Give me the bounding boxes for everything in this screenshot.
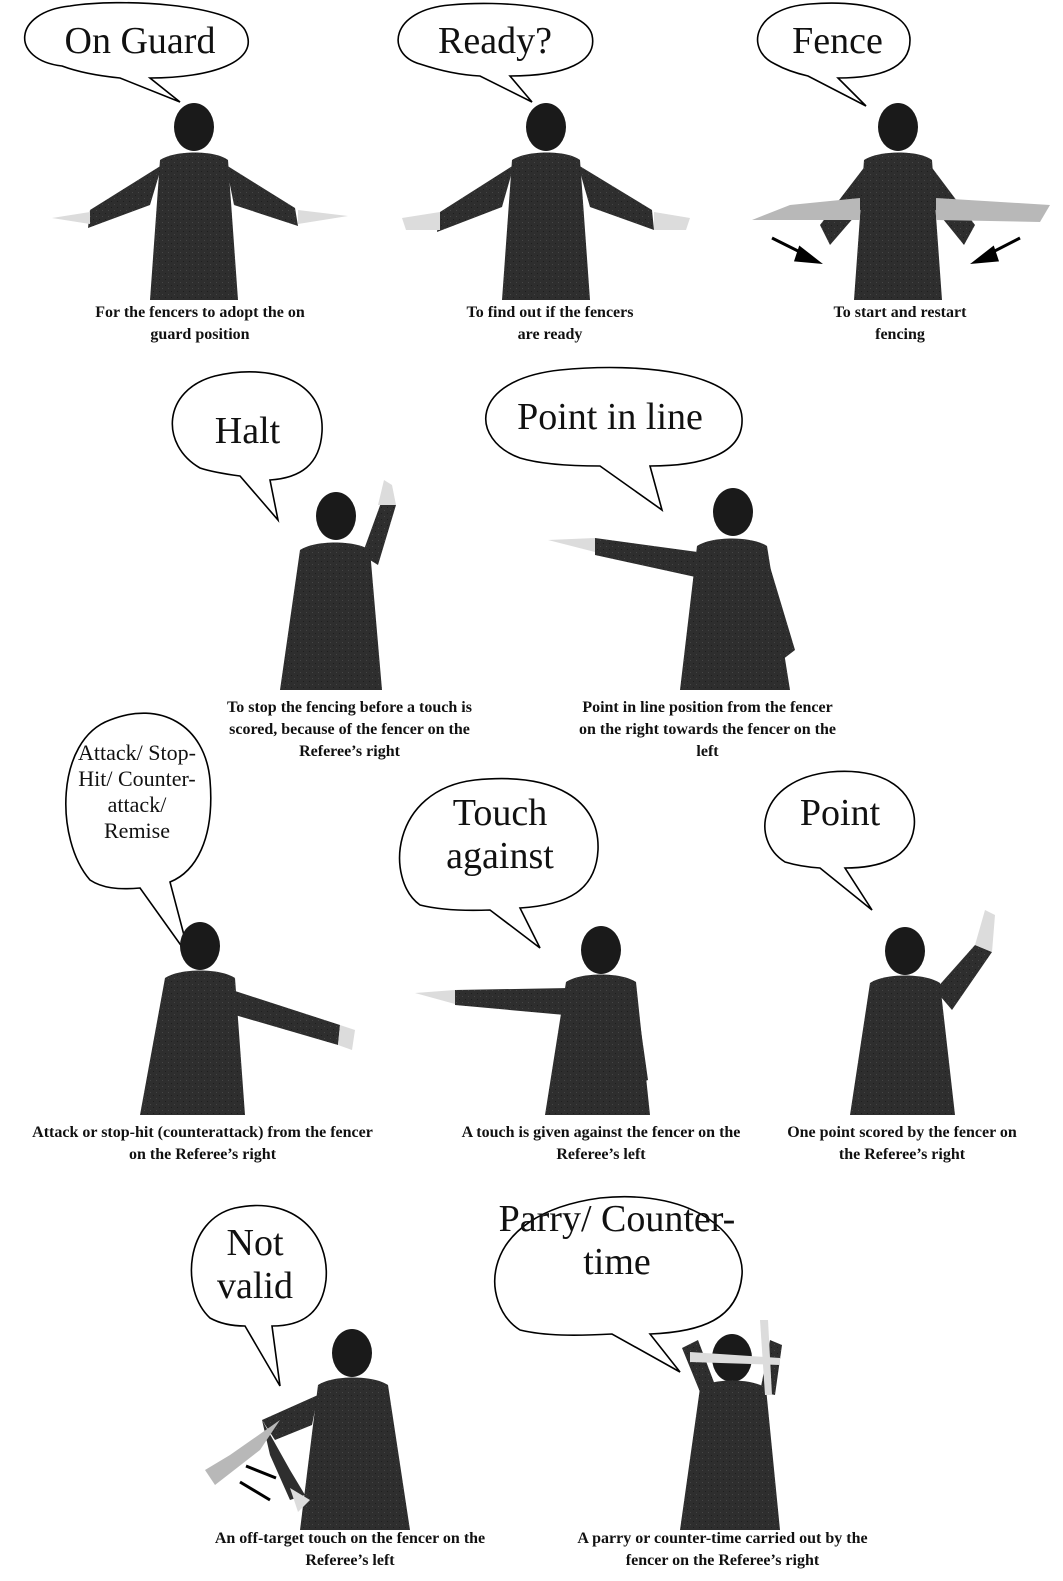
call-parry: Parry/ Counter-time [498,1198,736,1283]
caption-point-in-line: Point in line position from the fencer on the right towards the fencer on the left [578,699,836,761]
caption-point: One point scored by the fencer on the Referee’s right [787,1124,1017,1164]
call-ready: Ready? [438,20,552,62]
figure-touch-against [415,926,650,1115]
call-touch-against: Touch against [446,792,554,877]
caption-attack: Attack or stop-hit (counterattack) from the fencer on the Referee’s right [32,1124,373,1164]
figure-point [850,910,995,1115]
caption-not-valid: An off-target touch on the fencer on the Referee’s left [214,1530,486,1570]
figure-point-in-line [548,488,795,690]
bubble-point-in-line [486,368,742,510]
call-on-guard: On Guard [64,20,216,62]
caption-touch-against: A touch is given against the fencer on the Referee’s left [461,1124,741,1164]
figure-ready [402,103,690,300]
figure-not-valid [205,1329,410,1530]
call-attack: Attack/ Stop-Hit/ Counter-attack/ Remise [78,740,196,843]
call-halt: Halt [214,410,281,452]
caption-ready: To find out if the fencers are ready [466,304,634,344]
call-fence: Fence [792,20,883,62]
call-point: Point [799,792,881,834]
figure-attack [140,922,355,1115]
call-not-valid: Not valid [217,1222,293,1307]
figure-fence [752,103,1050,300]
caption-on-guard: For the fencers to adopt the on guard position [95,304,305,344]
caption-halt: To stop the fencing before a touch is scored, because of the fencer on the Referee’s right [227,699,472,761]
caption-parry: A parry or counter-time carried out by the fencer on the Referee’s right [577,1530,868,1570]
caption-fence: To start and restart fencing [833,304,967,344]
call-point-in-line: Point in line [517,396,703,438]
figure-parry [680,1320,782,1530]
figure-halt [280,480,396,690]
figure-on-guard [52,103,348,300]
